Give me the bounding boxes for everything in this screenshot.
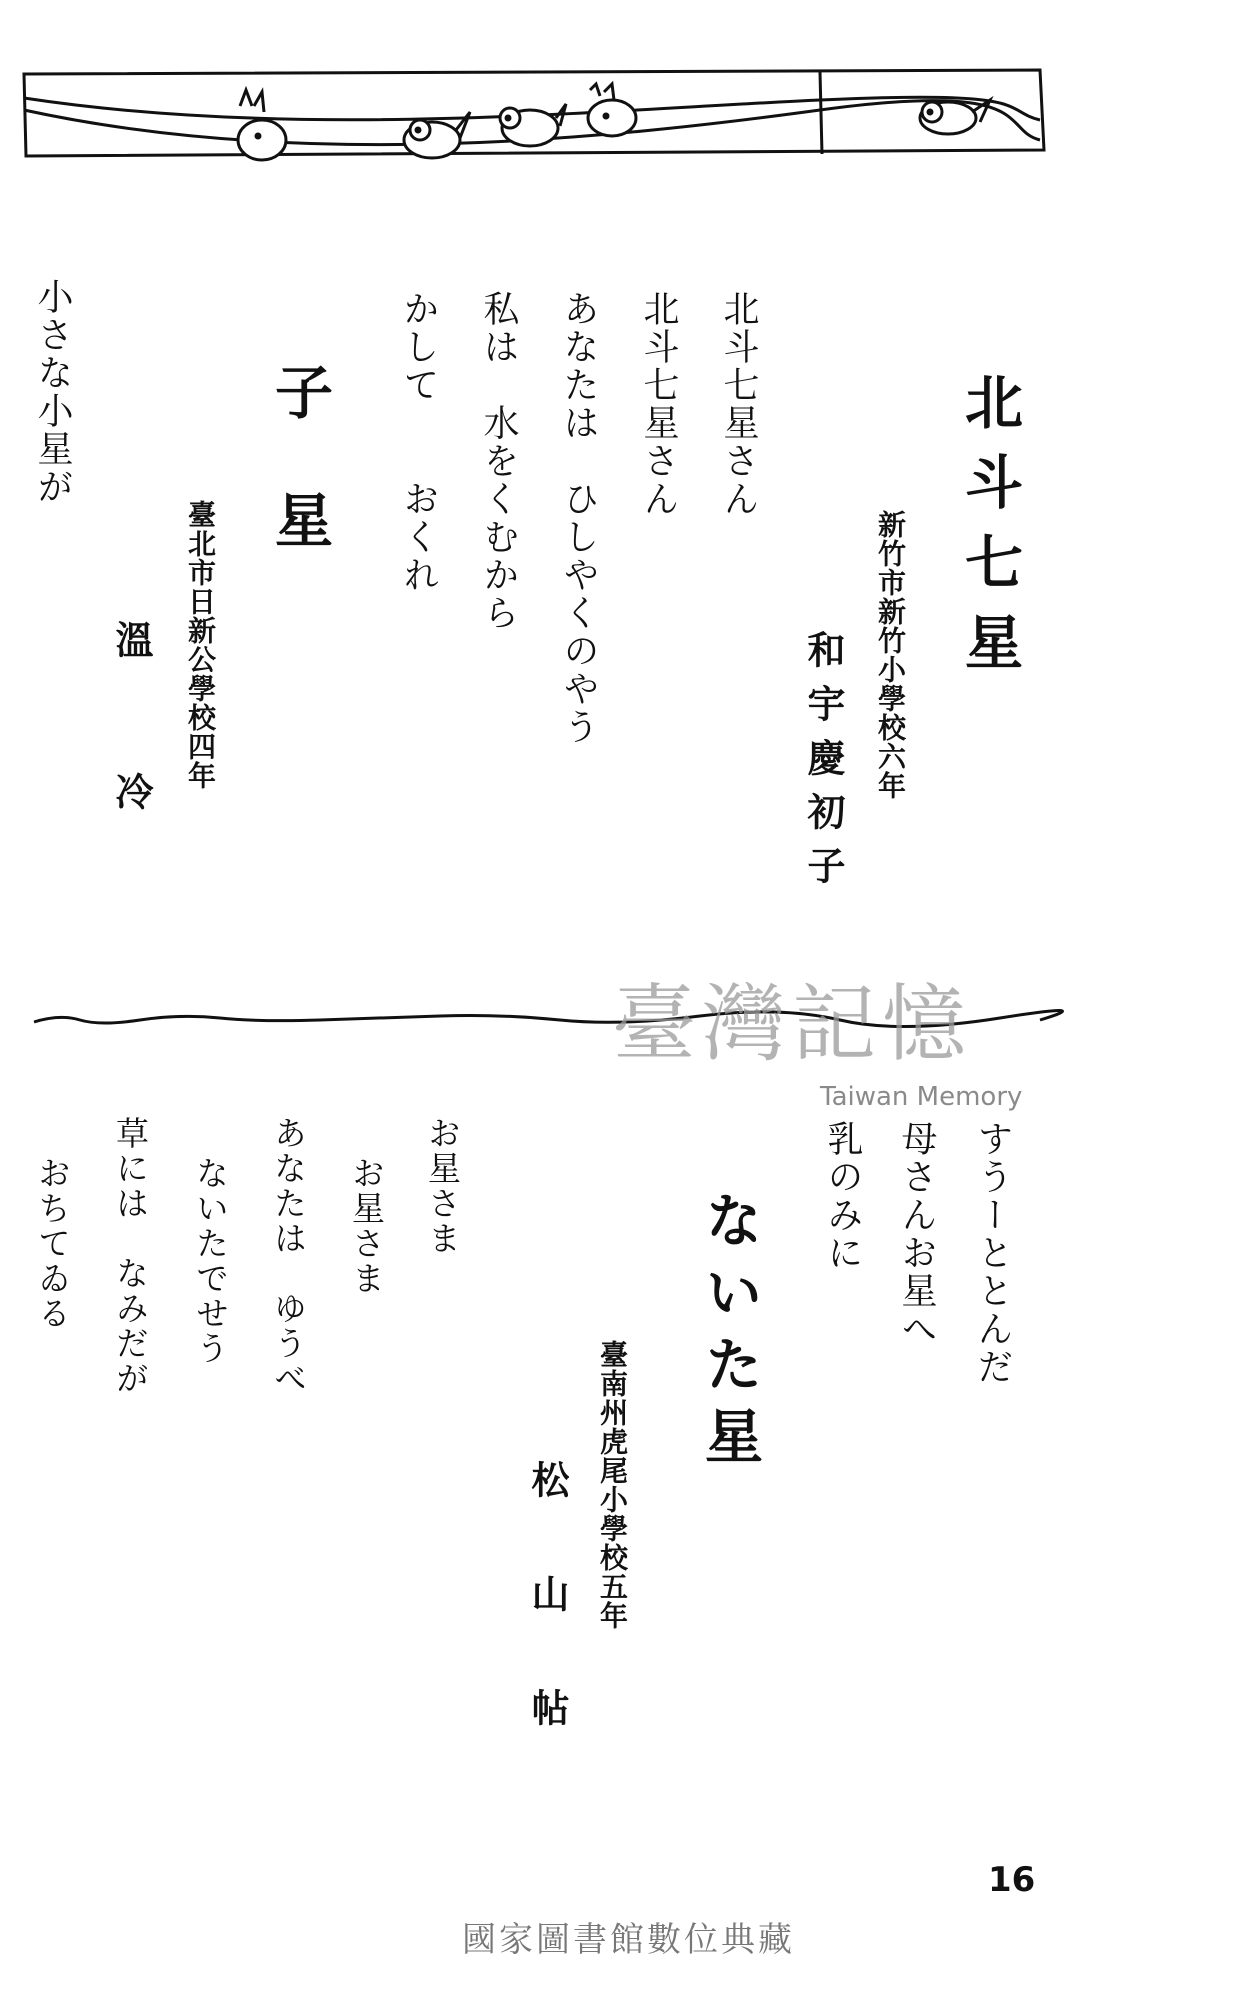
poem1-school: 新竹市新竹小學校六年 [874,510,907,800]
page-number: 16 [988,1860,1036,1900]
section-divider [0,1000,1257,1040]
poem2-author: 溫 冷 [109,620,153,810]
poem1-line: 私は 水をくむから [478,290,519,632]
poem3-title: ないた星 [695,1190,763,1478]
bird-icon [238,90,286,160]
poem3-line: お星さま [347,1156,386,1296]
poem3-line: 草には なみだが [111,1116,150,1396]
poem2-line: 乳のみに [822,1120,863,1272]
poem3-line: あなたは ゆうべ [269,1116,308,1396]
poem3-line: お星さま [423,1116,462,1256]
poem3-author: 松 山 帖 [525,1460,569,1726]
poem1-line: かして おくれ [398,290,439,594]
poem3-line: ないたでせう [191,1156,230,1366]
poem2-line: 小さな小星が [32,278,73,506]
poem2-line: 母さんお星へ [896,1120,937,1348]
bird-icon [500,104,566,146]
poem1-line: あなたは ひしやくのやう [558,290,599,746]
poem1-author: 和宇慶初子 [801,630,845,900]
header-illustration [0,0,1257,200]
poem1-line: 北斗七星さん [718,290,759,518]
poem2-line: すうーととんだ [972,1120,1013,1386]
footer-archive-label: 國家圖書館數位典藏 [462,1920,795,1960]
poem3-school: 臺南州虎尾小學校五年 [596,1340,629,1630]
poem3-line: おちてゐる [33,1156,72,1331]
watermark-main: 臺灣記憶 [612,975,973,1073]
watermark-sub: Taiwan Memory [820,1082,1023,1112]
poem1-line: 北斗七星さん [638,290,679,518]
poem2-school: 臺北市日新公學校四年 [184,500,217,790]
bird-icon [588,84,636,136]
poem1-title: 北斗七星 [955,372,1023,692]
poem2-title: 子 星 [265,362,333,554]
